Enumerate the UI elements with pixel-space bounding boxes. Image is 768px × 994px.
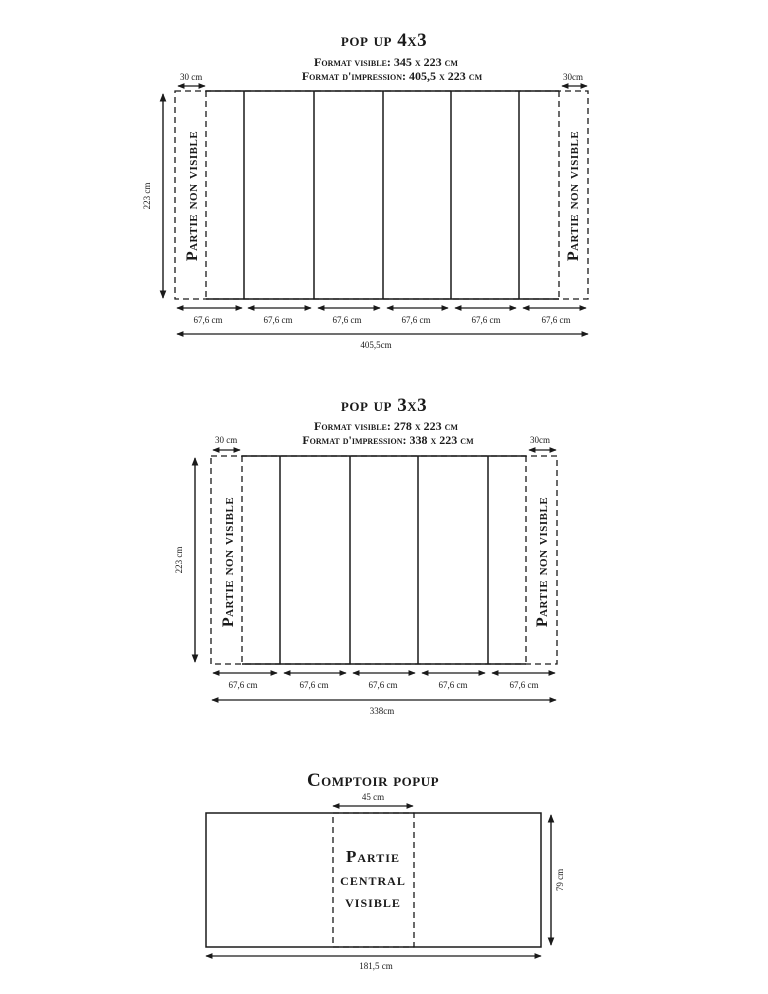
popup-4x3-panel-width-label: 67,6 cm [401, 315, 431, 325]
popup-3x3-height-label: 223 cm [174, 546, 184, 574]
popup-4x3-non-visible-left: Partie non visible [184, 130, 201, 262]
popup-3x3-visible-format: Format visible: 278 x 223 cm [314, 419, 458, 433]
popup-4x3-panel-width-label: 67,6 cm [263, 315, 293, 325]
popup-3x3-right-margin-label: 30cm [530, 435, 550, 445]
popup-3x3-title: pop up 3x3 [340, 395, 428, 416]
popup-3x3-panel-width-label: 67,6 cm [368, 680, 398, 690]
popup-3x3-print-format: Format d'impression: 338 x 223 cm [302, 433, 474, 447]
popup-3x3-section [174, 395, 557, 716]
popup-4x3-section [142, 30, 588, 350]
popup-3x3-total-width-label: 338cm [369, 706, 395, 716]
popup-3x3-non-visible-left: Partie non visible [220, 496, 237, 628]
popup-3x3-panel-width-label: 67,6 cm [299, 680, 329, 690]
popup-4x3-visible-format: Format visible: 345 x 223 cm [314, 55, 458, 69]
popup-4x3-left-margin-label: 30 cm [180, 72, 203, 82]
comptoir-top-width-label: 45 cm [361, 792, 385, 802]
popup-4x3-total-width-label: 405,5cm [360, 340, 392, 350]
popup-4x3-panel-width-label: 67,6 cm [541, 315, 571, 325]
popup-3x3-panel-width-label: 67,6 cm [228, 680, 258, 690]
popup-3x3-panel-width-label: 67,6 cm [438, 680, 468, 690]
popup-4x3-panel-width-label: 67,6 cm [471, 315, 501, 325]
popup-4x3-non-visible-right: Partie non visible [565, 130, 582, 262]
comptoir-height-label: 79 cm [555, 868, 565, 892]
popup-4x3-print-area [175, 91, 588, 299]
popup-4x3-height-label: 223 cm [142, 182, 152, 210]
comptoir-title: Comptoir popup [306, 770, 440, 791]
popup-4x3-right-margin-label: 30cm [563, 72, 583, 82]
comptoir-section [206, 770, 565, 971]
popup-4x3-print-format: Format d'impression: 405,5 x 223 cm [301, 69, 483, 83]
comptoir-total-width-label: 181,5 cm [359, 961, 393, 971]
comptoir-central-label-line2: central [340, 870, 406, 889]
popup-3x3-non-visible-right: Partie non visible [534, 496, 551, 628]
comptoir-central-label-line3: visible [345, 892, 401, 911]
popup-4x3-title: pop up 4x3 [340, 30, 428, 51]
popup-4x3-panel-width-label: 67,6 cm [332, 315, 362, 325]
comptoir-central-label-line1: Partie [346, 847, 400, 866]
popup-3x3-panel-width-label: 67,6 cm [509, 680, 539, 690]
popup-3x3-print-area [211, 456, 557, 664]
popup-3x3-left-margin-label: 30 cm [215, 435, 238, 445]
popup-4x3-panel-width-label: 67,6 cm [193, 315, 223, 325]
